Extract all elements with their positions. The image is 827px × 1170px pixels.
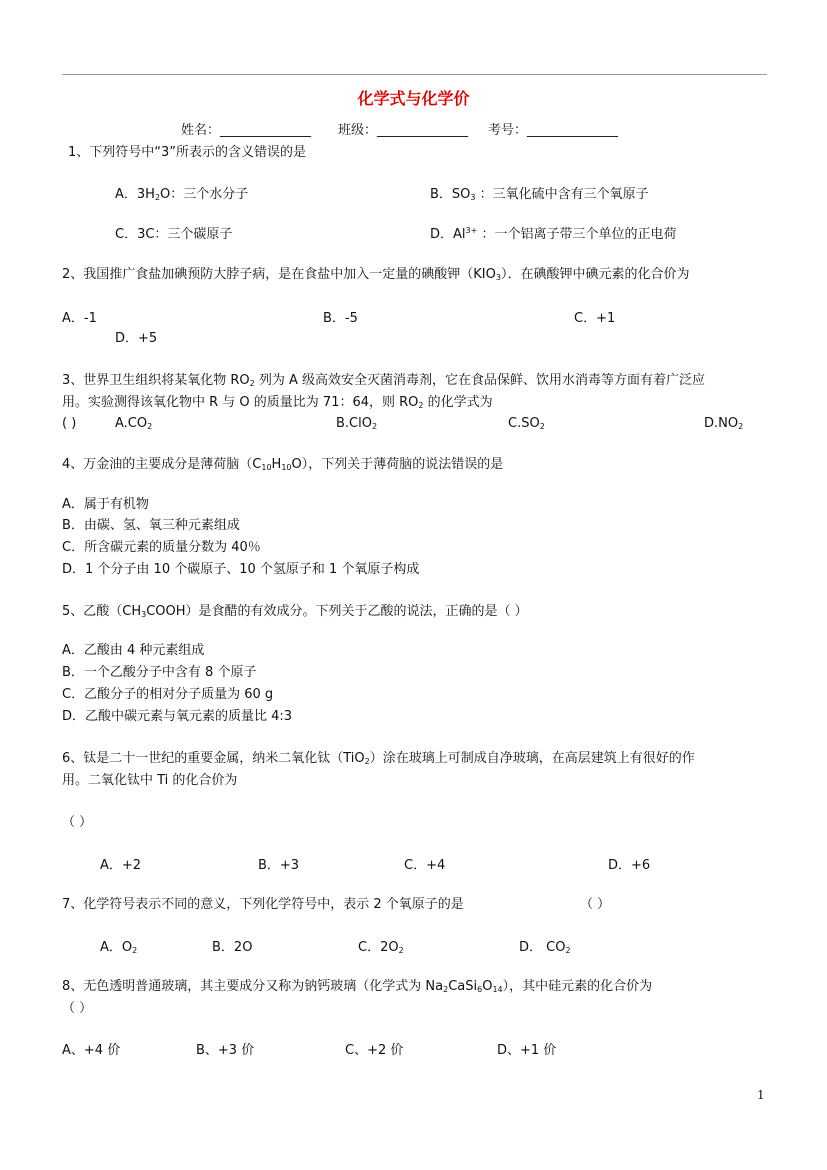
q5-option-c[interactable]: C．乙酸分子的相对分子质量为 60 g — [62, 687, 274, 702]
q2-option-b[interactable]: B．-5 — [323, 311, 358, 326]
q4-option-b[interactable]: B．由碳、氢、氧三种元素组成 — [62, 518, 240, 533]
q7-stem: 7、化学符号表示不同的意义，下列化学符号中，表示 2 个氧原子的是 — [62, 897, 464, 912]
q2-stem: 2、我国推广食盐加碘预防大脖子病，是在食盐中加入一定量的碘酸钾$(KIO_3)$．在碘酸钾中碘元素的化合价为 — [62, 267, 690, 282]
exam-number-field[interactable]: 考号：______________ — [488, 123, 619, 138]
q3-option-b[interactable]: B.ClO$_2$ — [336, 416, 378, 431]
q6-stem-line1: 6、钛是二十一世纪的重要金属，纳米二氧化钛（TiO$_2$）涂在玻璃上可制成自净玻璃，在高层建筑上有很好的作 — [62, 751, 695, 766]
q2-option-d[interactable]: D．+5 — [115, 331, 158, 346]
q8-option-d[interactable]: D、+1 价 — [497, 1043, 557, 1058]
page-title: 化学式与化学价 — [357, 89, 470, 108]
q7-option-c[interactable]: C．$2O_2$ — [358, 940, 404, 955]
q6-stem-line2: 用。二氧化钛中 Ti 的化合价为 — [62, 773, 238, 788]
q6-answer-paren: （ ） — [62, 815, 93, 830]
q1-stem: 1、下列符号中“3”所表示的含义错误的是 — [68, 145, 307, 160]
q1-option-d[interactable]: D．$Al^{3+}$ ：一个铝离子带三个单位的正电荷 — [430, 226, 677, 242]
q3-option-d[interactable]: $D.NO_2$ — [704, 416, 744, 431]
q7-option-b[interactable]: B．2O — [212, 940, 253, 955]
q8-stem: 8、无色透明普通玻璃，其主要成分又称为钠钙玻璃（化学式为 $Na_2CaSi_6O_{14}$），其中硅元素的化合价为 — [62, 979, 653, 994]
name-field[interactable]: 姓名：______________ — [181, 123, 312, 138]
q7-option-a[interactable]: A．$O_2$ — [100, 940, 138, 955]
q5-stem: 5、乙酸$(CH_3COOH)$是食醋的有效成分。下列关于乙酸的说法，正确的是（ ） — [62, 604, 528, 619]
q3-stem-line2: 用。实验测得该氧化物中 R 与 O 的质量比为 71：64，则 $RO_2$ 的化学式为 — [62, 395, 493, 410]
header-rule — [62, 74, 767, 75]
q2-option-c[interactable]: C．+1 — [574, 311, 616, 326]
q8-option-a[interactable]: A、+4 价 — [62, 1043, 121, 1058]
q3-stem-line1: 3、世界卫生组织将某氧化物 $RO_2$ 列为 A 级高效安全灭菌消毒剂，它在食品保鲜、饮用水消毒等方面有着广泛应 — [62, 373, 706, 388]
q8-option-c[interactable]: C、+2 价 — [345, 1043, 404, 1058]
q7-option-d[interactable]: D． $CO_2$ — [519, 940, 571, 955]
class-field[interactable]: 班级：______________ — [338, 123, 469, 138]
q6-option-c[interactable]: C．+4 — [404, 858, 446, 873]
q4-option-a[interactable]: A．属于有机物 — [62, 497, 149, 512]
q7-answer-paren: （ ） — [580, 897, 611, 912]
q4-option-c[interactable]: C．所含碳元素的质量分数为 40％ — [62, 540, 261, 555]
q4-stem: 4、万金油的主要成分是薄荷脑$(C_{10}H_{10}O)$，下列关于薄荷脑的说法错误的是 — [62, 457, 504, 472]
q3-answer-paren: ( ) — [62, 416, 77, 431]
q1-option-b[interactable]: B．$SO_3$ ：三氧化硫中含有三个氧原子 — [430, 187, 649, 202]
q3-option-c[interactable]: $C.SO_2$ — [508, 416, 545, 431]
q8-answer-paren: （ ） — [62, 1001, 93, 1016]
q6-option-b[interactable]: B．+3 — [258, 858, 300, 873]
q8-option-b[interactable]: B、+3 价 — [196, 1043, 255, 1058]
q6-option-d[interactable]: D．+6 — [608, 858, 651, 873]
q6-option-a[interactable]: A．+2 — [100, 858, 142, 873]
q1-option-a[interactable]: A．$3H_2O$：三个水分子 — [115, 187, 249, 202]
q4-option-d[interactable]: D．1 个分子由 10 个碳原子、10 个氢原子和 1 个氧原子构成 — [62, 562, 420, 577]
q2-option-a[interactable]: A．-1 — [62, 311, 97, 326]
page-number: 1 — [757, 1088, 765, 1102]
q5-option-a[interactable]: A．乙酸由 4 种元素组成 — [62, 643, 205, 658]
q5-option-d[interactable]: D．乙酸中碳元素与氧元素的质量比 4:3 — [62, 709, 293, 724]
q1-option-c[interactable]: C．3C：三个碳原子 — [115, 227, 233, 242]
q3-option-a[interactable]: $A.CO_2$ — [115, 416, 153, 431]
q5-option-b[interactable]: B．一个乙酸分子中含有 8 个原子 — [62, 665, 257, 680]
